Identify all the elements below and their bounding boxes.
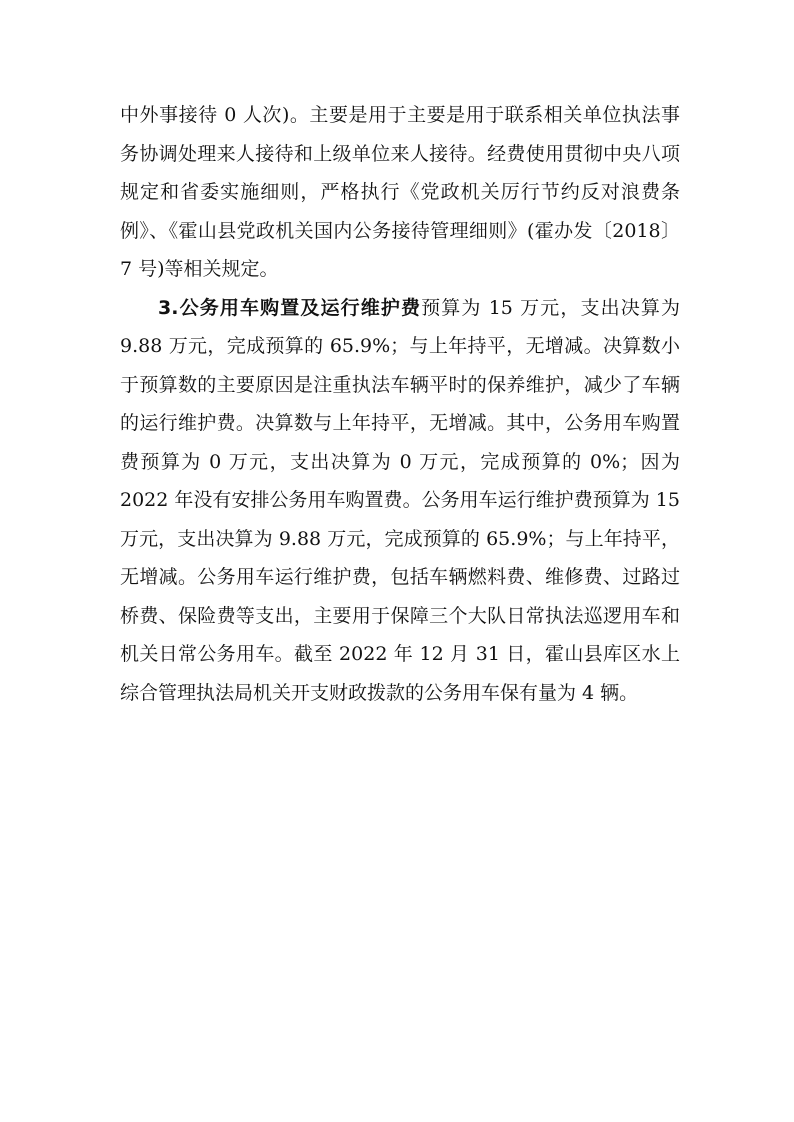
paragraph-section-3 [120,289,680,713]
section-3-heading: 3.公务用车购置及运行维护费 [158,296,422,319]
document-body [120,96,680,712]
paragraph-continued: 中外事接待 0 人次)。主要是用于主要是用于联系相关单位执法事务协调处理来人接待和上级单位来人接待。经费使用贯彻中央八项规定和省委实施细则，严格执行《党政机关厉行节约反对浪费条例》、《霍山县党政机关国内公务接待管理细则》(霍办发〔2018〕7 号)等相关规定。 [120,104,680,280]
section-3-body: 预算为 15 万元，支出决算为 9.88 万元，完成预算的 65.9%；与上年持平，无增减。决算数小于预算数的主要原因是注重执法车辆平时的保养维护，减少了车辆的运行维护费。决算数与上年持平，无增减。其中，公务用车购置费预算为 0 万元，支出决算为 0 万元，完成预算的 0%；因为 2022 年没有安排公务用车购置费。公务用车运行维护费预算为 15 万元，支出决算为 9.88 万元，完成预算的 65.9%；与上年持平，无增减。公务用车运行维护费，包括车辆燃料费、维修费、过路过桥费、保险费等支出，主要用于保障三个大队日常执法巡逻用车和机关日常公务用车。截至 2022 年 12 月 31 日，霍山县库区水上综合管理执法局机关开支财政拨款的公务用车保有量为 4 辆。 [120,296,680,704]
